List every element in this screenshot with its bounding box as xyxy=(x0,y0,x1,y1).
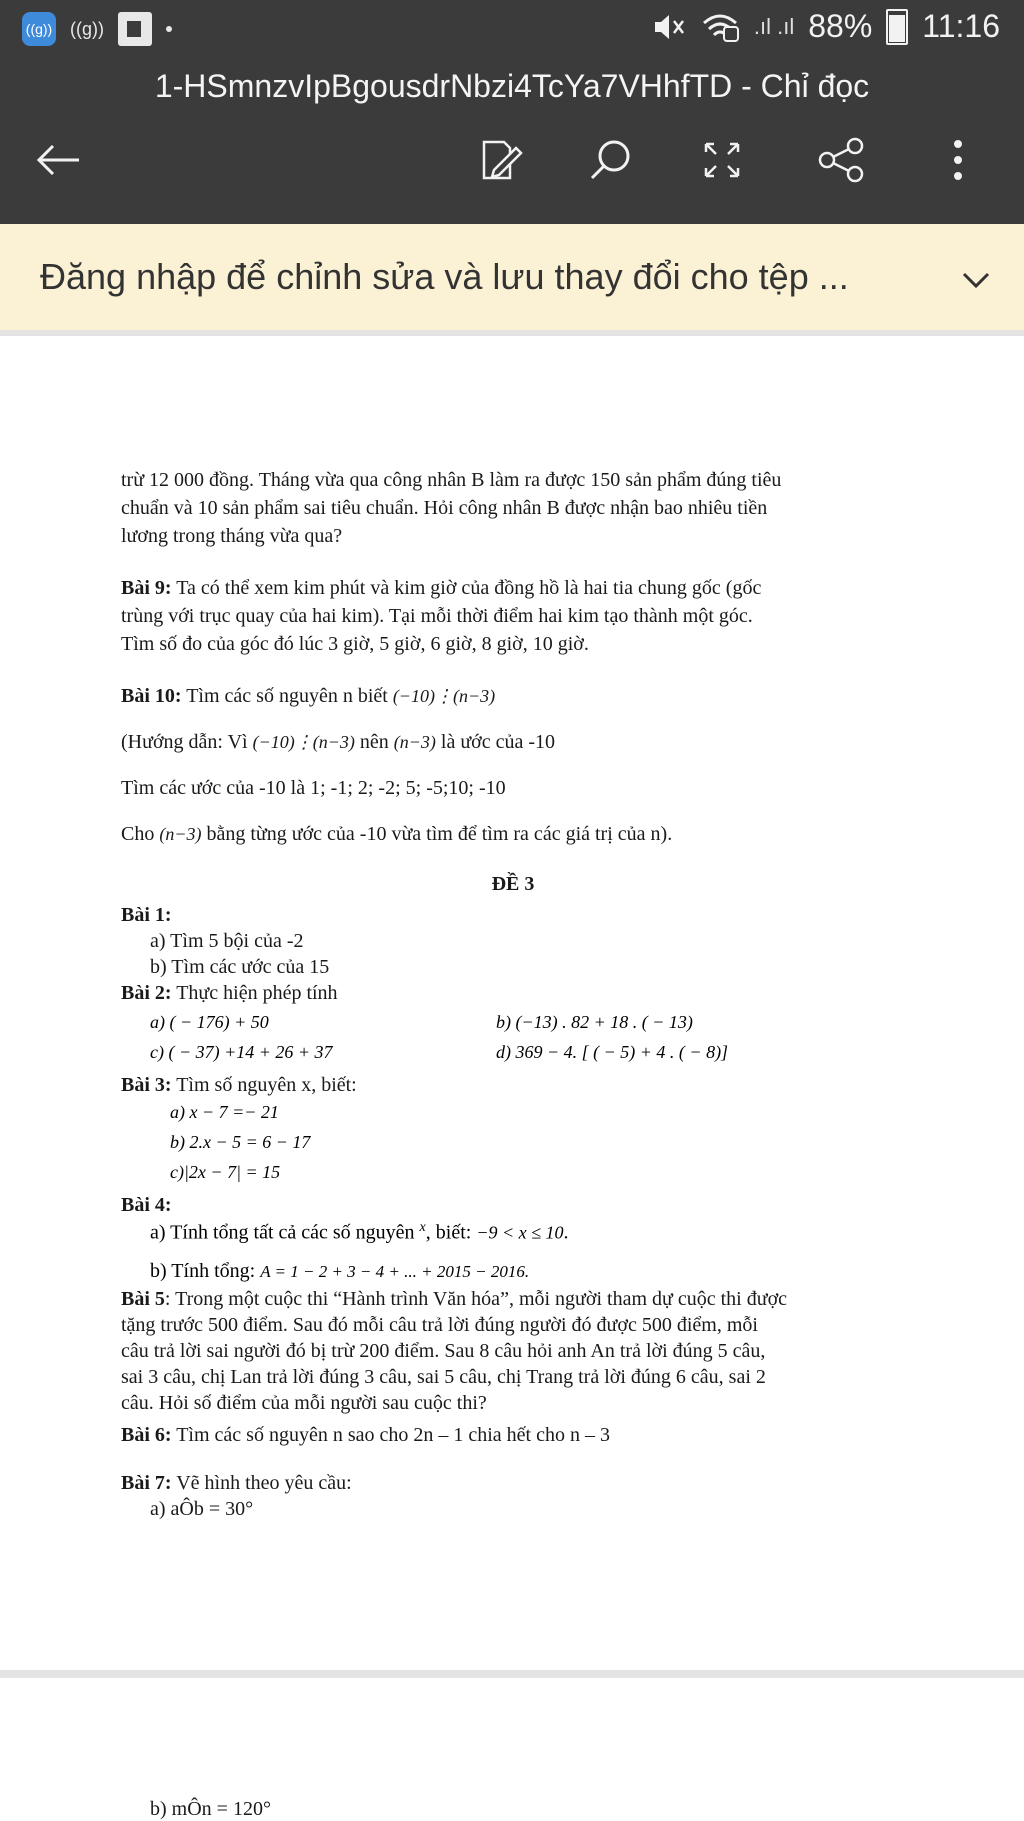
exercise-label: Bài 6: xyxy=(121,1424,172,1446)
mute-icon xyxy=(652,12,686,42)
math-expression: d) 369 − 4. [ ( − 5) + 4 . ( − 8)] xyxy=(496,1042,729,1062)
math-expression: (n−3) xyxy=(159,824,202,844)
math-expression: mÔn = 120° xyxy=(171,1798,271,1820)
text-line: tặng trước 500 điểm. Sau đó mỗi câu trả lời đúng người đó được 500 điểm, mỗi xyxy=(121,1314,758,1336)
exercise-label: Bài 2: xyxy=(121,982,172,1004)
exercise-9 xyxy=(121,574,905,658)
clock-time: 11:16 xyxy=(922,8,1000,44)
text-line: trừ 12 000 đồng. Tháng vừa qua công nhân B làm ra được 150 sản phẩm đúng tiêu xyxy=(121,469,782,491)
text-line: lương trong tháng vừa qua? xyxy=(121,525,343,547)
math-expression: x xyxy=(419,1220,426,1235)
battery-icon xyxy=(886,9,908,45)
text-line: b) Tìm các ước của 15 xyxy=(150,956,330,978)
exercise-1 xyxy=(121,902,905,980)
text-line: Tìm các số nguyên n sao cho 2n – 1 chia hết cho n – 3 xyxy=(171,1424,610,1446)
text-line: a) Tìm 5 bội của -2 xyxy=(150,930,304,952)
more-icon[interactable] xyxy=(928,130,988,190)
math-expression: a) ( − 176) + 50 xyxy=(150,1012,269,1032)
battery-percent: 88% xyxy=(808,8,873,44)
exercise-label: Bài 3: xyxy=(121,1074,172,1096)
math-expression: (−10)⋮(n−3) xyxy=(392,686,496,706)
exercise-label: Bài 4: xyxy=(121,1194,172,1216)
text-line: a) xyxy=(150,1498,171,1520)
text-line: trùng với trục quay của hai kim). Tại mỗi thời điểm hai kim tạo thành một góc. xyxy=(121,605,753,627)
exercise-4 xyxy=(121,1192,905,1218)
exercise-10 xyxy=(121,682,905,710)
text-line: a) Tính tổng tất cả các số nguyên xyxy=(150,1221,420,1244)
cho-line xyxy=(121,820,905,848)
exercise-label: Bài 7: xyxy=(121,1472,172,1494)
notification-dot-icon xyxy=(166,26,172,32)
edit-icon[interactable] xyxy=(470,130,530,190)
text-line: Tìm các số nguyên n biết xyxy=(181,685,393,707)
status-bar xyxy=(0,0,1024,62)
paragraph-intro xyxy=(121,466,905,550)
math-expression: c)|2x − 7| = 15 xyxy=(170,1162,281,1182)
cellular-signal-icon: .ıl .ıl xyxy=(753,13,795,39)
banner-message: Đăng nhập để chỉnh sửa và lưu thay đổi cho tệp ... xyxy=(40,256,849,297)
share-icon[interactable] xyxy=(812,130,872,190)
math-expression: −9 < x ≤ 10 xyxy=(476,1222,564,1243)
math-expression: (n−3) xyxy=(393,732,436,752)
text-line: câu trả lời sai người đó bị trừ 200 điểm. Sau 8 câu hỏi anh An trả lời đúng 5 câu, xyxy=(121,1340,766,1362)
text-line: Ta có thể xem kim phút và kim giờ của đồng hồ là hai tia chung gốc (gốc xyxy=(171,577,762,599)
math-expression: aÔb = 30° xyxy=(170,1498,254,1520)
text-line: là ước của -10 xyxy=(435,731,556,753)
exercise-7b-partial xyxy=(150,1798,271,1821)
text-line: Tìm số đo của góc đó lúc 3 giờ, 5 giờ, 6 giờ, 8 giờ, 10 giờ. xyxy=(121,633,589,655)
text-line: nên xyxy=(354,731,394,753)
wireless-signal-icon: ((g)) xyxy=(70,18,104,39)
app-top-bar xyxy=(0,0,1024,224)
exercise-6 xyxy=(121,1422,905,1448)
exercise-label: Bài 9: xyxy=(121,577,172,599)
math-expression: b) 2.x − 5 = 6 − 17 xyxy=(170,1132,311,1152)
expand-icon[interactable] xyxy=(692,130,752,190)
math-expression: c) ( − 37) +14 + 26 + 37 xyxy=(150,1042,333,1062)
heading-de-3: ĐỀ 3 xyxy=(491,873,535,895)
chevron-down-icon[interactable] xyxy=(956,260,996,300)
sign-in-banner[interactable] xyxy=(0,224,1024,336)
exercise-4a xyxy=(150,1220,568,1245)
math-expression: b) (−13) . 82 + 18 . ( − 13) xyxy=(496,1012,693,1032)
text-line: . xyxy=(563,1221,569,1244)
divisors-line xyxy=(121,774,905,802)
text-line: Tìm số nguyên x, biết: xyxy=(171,1074,357,1096)
exercise-5 xyxy=(121,1286,905,1416)
text-line: câu. Hỏi số điểm của mỗi người sau cuộc thi? xyxy=(121,1392,487,1414)
document-title: 1-HSmnzvIpBgousdrNbzi4TcYa7VHhfTD - Chỉ đọc xyxy=(154,68,870,104)
math-expression: A = 1 − 2 + 3 − 4 + ... + 2015 − 2016. xyxy=(260,1262,530,1281)
flipboard-icon xyxy=(118,12,152,46)
exercise-2 xyxy=(121,980,905,1006)
text-line: (Hướng dẫn: Vì xyxy=(121,731,253,753)
text-line: : Trong một cuộc thi “Hành trình Văn hóa”, mỗi người tham dự cuộc thi được xyxy=(164,1288,788,1310)
exercise-label: Bài 1: xyxy=(121,904,172,926)
section-heading xyxy=(121,870,905,898)
text-line: b) Tính tổng: xyxy=(150,1260,261,1282)
text-line: chuẩn và 10 sản phẩm sai tiêu chuẩn. Hỏi công nhân B được nhận bao nhiêu tiền xyxy=(121,497,768,519)
document-page xyxy=(0,342,1024,1672)
text-line: Vẽ hình theo yêu cầu: xyxy=(171,1472,352,1494)
text-line: b) xyxy=(150,1798,172,1820)
search-icon[interactable] xyxy=(580,130,640,190)
text-line: , biết: xyxy=(425,1221,477,1244)
text-line: Thực hiện phép tính xyxy=(171,982,338,1004)
wifi-icon xyxy=(700,11,740,43)
hint-line xyxy=(121,728,905,756)
exercise-7 xyxy=(121,1470,905,1522)
text-line: bằng từng ước của -10 vừa tìm để tìm ra các giá trị của n). xyxy=(201,823,673,845)
exercise-label: Bài 10: xyxy=(121,685,182,707)
exercise-label: Bài 5 xyxy=(121,1288,165,1310)
back-arrow-icon[interactable] xyxy=(28,130,88,190)
exercise-3 xyxy=(121,1072,905,1098)
toolbar xyxy=(0,130,1024,200)
math-expression: a) x − 7 =− 21 xyxy=(170,1102,279,1122)
text-line: Tìm các ước của -10 là 1; -1; 2; -2; 5; -5;10; -10 xyxy=(121,777,506,799)
exercise-4b xyxy=(150,1260,529,1283)
text-line: sai 3 câu, chị Lan trả lời đúng 3 câu, sai 5 câu, chị Trang trả lời đúng 6 câu, sai 2 xyxy=(121,1366,766,1388)
hotspot-icon: ((g)) xyxy=(22,12,56,46)
text-line: Cho xyxy=(121,823,160,845)
math-expression: (−10)⋮(n−3) xyxy=(252,732,355,752)
page-separator xyxy=(0,1670,1024,1678)
